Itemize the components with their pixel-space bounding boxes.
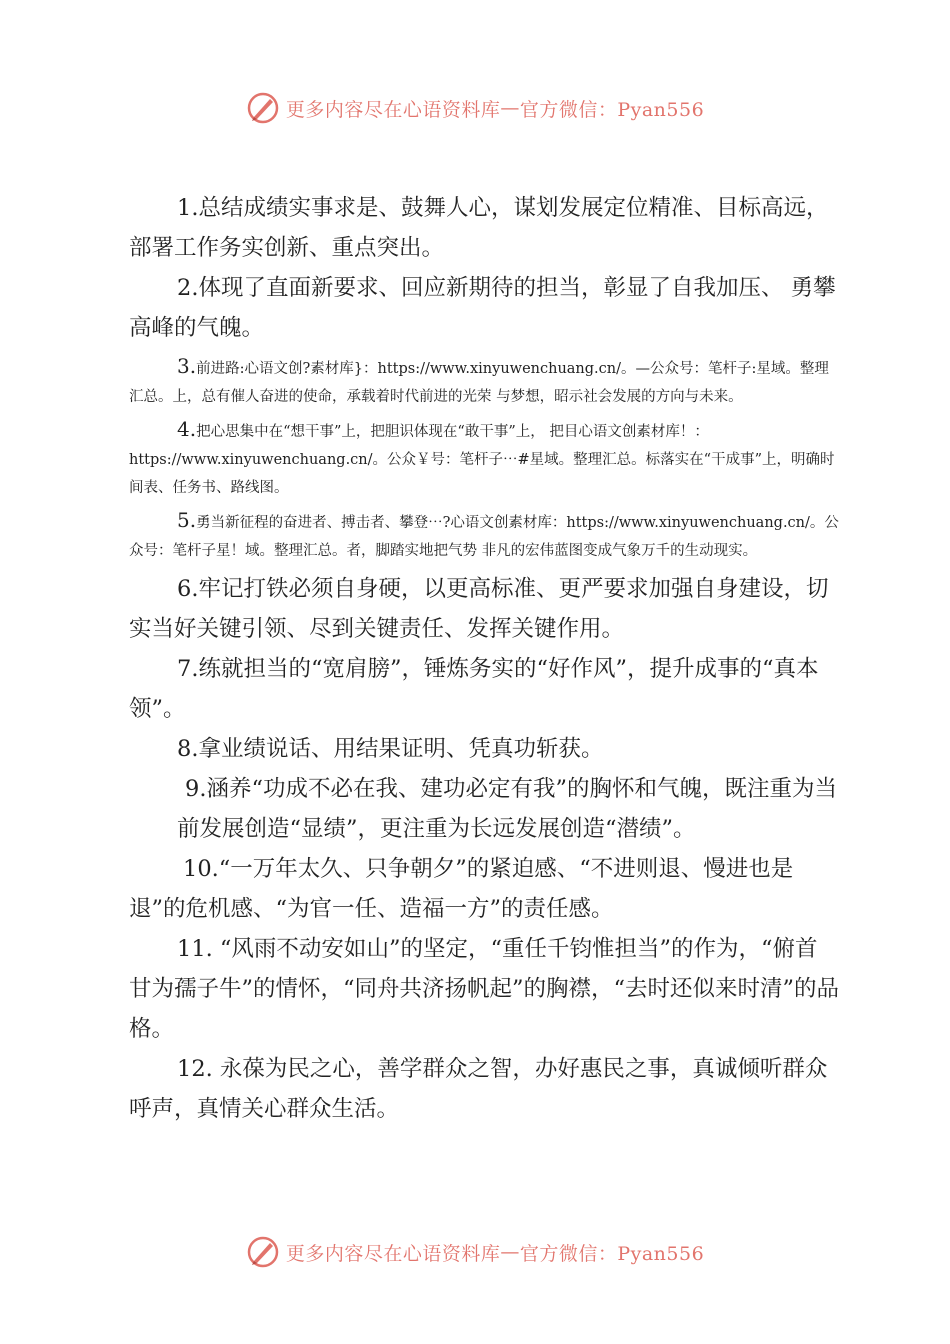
pen-logo-icon [246, 91, 280, 125]
paragraph-1: 1.总结成绩实事求是、鼓舞人心，谋划发展定位精准、目标高远，部署工作务实创新、重点突出。 [129, 195, 829, 261]
pen-logo-icon [246, 1235, 280, 1269]
banner-separator: — [500, 97, 520, 119]
paragraph-10: 10.“一万年太久、只争朝夕”的紧迫感、“不进则退、慢进也是退”的危机感、“为官一任、造福一方”的责任感。 [129, 856, 794, 922]
paragraph-11: 11. “风雨不动安如山”的坚定，“重任千钧惟担当”的作为，“俯首甘为孺子牛”的情怀，“同舟共济扬帆起”的胸襟，“去时还似来时清”的品格。 [129, 936, 840, 1042]
paragraph-9: 9.涵养“功成不必在我、建功必定有我”的胸怀和气魄，既注重为当前发展创造“显绩”，更注重为长远发展创造“潜绩”。 [177, 776, 837, 842]
paragraph-2: 2.体现了直面新要求、回应新期待的担当，彰显了自我加压、 勇攀高峰的气魄。 [129, 275, 836, 341]
paragraph-8: 8.拿业绩说话、用结果证明、凭真功斩获。 [177, 736, 604, 762]
banner-separator: — [500, 1241, 520, 1263]
banner-brand: 更多内容尽在心语资料库 [285, 98, 501, 121]
banner-wechat: 官方微信：Pyan556 [519, 1242, 705, 1265]
header-banner [0, 88, 950, 128]
paragraph-6: 6.牢记打铁必须自身硬，以更高标准、更严要求加强自身建设，切实当好关键引领、尽到关键责任、发挥关键作用。 [129, 576, 829, 642]
paragraph-7: 7.练就担当的“宽肩膀”，锤炼务实的“好作风”，提升成事的“真本领”。 [129, 656, 819, 722]
banner-wechat: 官方微信：Pyan556 [519, 98, 705, 121]
document-body [129, 188, 839, 1129]
footer-banner [0, 1232, 950, 1272]
paragraph-4: 4.把心思集中在“想干事”上，把胆识体现在“敢干事”上， 把目心语文创素材库！：https://www.xinyuwenchuang.cn/。公众￥号：笔杆子⋯#星域。整理汇总。标落实在“干成事”上，明确时间表、任务书、路线图。 [129, 417, 835, 496]
paragraph-5: 5.勇当新征程的奋进者、搏击者、攀登⋯?心语文创素材库：https://www.xinyuwenchuang.cn/。公众号：笔杆子星！域。整理汇总。者，脚踏实地把气势 非凡的宏伟蓝图变成气象万千的生动现实。 [129, 508, 839, 559]
paragraph-12: 12. 永葆为民之心，善学群众之智，办好惠民之事，真诚倾听群众呼声，真情关心群众生活。 [129, 1056, 828, 1122]
paragraph-3: 3.前进路:心语文创?素材库}：https://www.xinyuwenchuang.cn/。—公众号：笔杆子:星域。整理汇总。上，总有催人奋进的使命，承载着时代前进的光荣 与梦想，昭示社会发展的方向与未来。 [129, 354, 829, 405]
banner-brand: 更多内容尽在心语资料库 [285, 1242, 501, 1265]
